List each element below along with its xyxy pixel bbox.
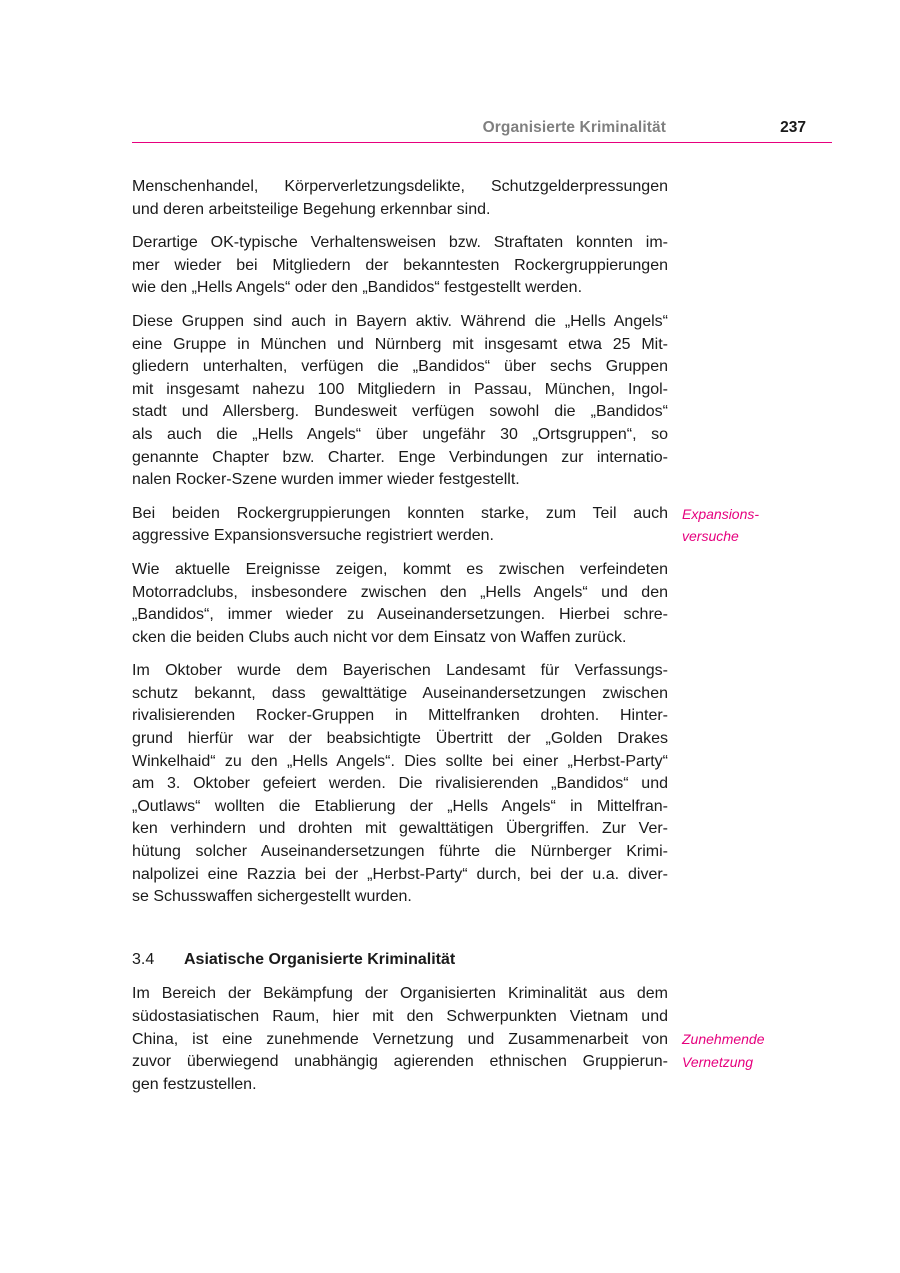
text-line: und deren arbeitsteilige Begehung erkennbar sind. (132, 200, 491, 218)
page-number: 237 (780, 119, 806, 136)
section-number: 3.4 (132, 950, 155, 968)
text-line: China, ist eine zunehmende Vernetzung und Zusammenarbeit von (132, 1030, 668, 1048)
header-title: Organisierte Kriminalität (482, 119, 666, 136)
text-line: als auch die „Hells Angels“ über ungefähr 30 „Ortsgruppen“, so (132, 425, 668, 443)
text-line: genannte Chapter bzw. Charter. Enge Verbindungen zur internatio- (132, 448, 668, 466)
text-line: Diese Gruppen sind auch in Bayern aktiv. Während die „Hells Angels“ (132, 312, 668, 330)
text-line: nalen Rocker-Szene wurden immer wieder festgestellt. (132, 471, 520, 489)
text-line: aggressive Expansionsversuche registriert werden. (132, 527, 494, 545)
text-line: schutz bekannt, dass gewalttätige Auseinandersetzungen zwischen (132, 684, 668, 702)
margin-note-line: versuche (682, 528, 739, 545)
text-line: „Bandidos“, immer wieder zu Auseinandersetzungen. Hierbei schre- (132, 606, 668, 624)
text-line: se Schusswaffen sichergestellt wurden. (132, 888, 412, 906)
text-line: Motorradclubs, insbesondere zwischen den „Hells Angels“ und den (132, 583, 668, 601)
text-line: Menschenhandel, Körperverletzungsdelikte, Schutzgelderpressungen (132, 178, 668, 195)
text-line: mit insgesamt nahezu 100 Mitgliedern in Passau, München, Ingol- (132, 380, 668, 398)
margin-note-vernetzung (682, 1028, 812, 1073)
margin-note-expansion (682, 503, 812, 548)
text-line: Im Oktober wurde dem Bayerischen Landesamt für Verfassungs- (132, 662, 668, 680)
text-line: grund hierfür war der beabsichtigte Übertritt der „Golden Drakes (132, 730, 668, 748)
paragraph-1 (132, 176, 668, 221)
margin-note-line: Expansions- (682, 505, 760, 522)
text-line: Im Bereich der Bekämpfung der Organisierten Kriminalität aus dem (132, 985, 668, 1003)
margin-note-line: Zunehmende (682, 1031, 765, 1048)
text-line: Bei beiden Rockergruppierungen konnten starke, zum Teil auch (132, 504, 668, 522)
paragraph-4 (132, 503, 760, 548)
section-title: Asiatische Organisierte Kriminalität (184, 950, 456, 968)
paragraph-6 (132, 660, 668, 909)
margin-note-line: Vernetzung (682, 1054, 754, 1070)
paragraph-section (132, 983, 765, 1096)
text-line: eine Gruppe in München und Nürnberg mit insgesamt etwa 25 Mit- (132, 335, 668, 353)
text-line: Wie aktuelle Ereignisse zeigen, kommt es zwischen verfeindeten (132, 560, 668, 578)
text-line: stadt und Allersberg. Bundesweit verfügen sowohl die „Bandidos“ (132, 403, 668, 421)
main-content (132, 176, 765, 1107)
text-line: Winkelhaid“ zu den „Hells Angels“. Dies sollte bei einer „Herbst-Party“ (132, 752, 668, 770)
paragraph-2 (132, 232, 668, 300)
text-line: gliedern unterhalten, verfügen die „Bandidos“ über sechs Gruppen (132, 358, 668, 376)
paragraph-3 (132, 311, 668, 492)
text-line: südostasiatischen Raum, hier mit den Schwerpunkten Vietnam und (132, 1008, 668, 1025)
text-line: „Outlaws“ wollten die Etablierung der „Hells Angels“ in Mittelfran- (132, 797, 668, 815)
text-line: cken die beiden Clubs auch nicht vor dem Einsatz von Waffen zurück. (132, 628, 627, 646)
text-line: Derartige OK-typische Verhaltensweisen bzw. Straftaten konnten im- (132, 234, 668, 252)
paragraph-5 (132, 559, 668, 649)
text-line: hütung solcher Auseinandersetzungen führte die Nürnberger Krimi- (132, 843, 668, 861)
text-line: zuvor überwiegend unabhängig agierenden ethnischen Gruppierun- (132, 1053, 668, 1071)
text-line: nalpolizei eine Razzia bei der „Herbst-Party“ durch, bei der u.a. diver- (132, 865, 668, 883)
text-line: gen festzustellen. (132, 1075, 257, 1093)
section-heading (132, 949, 668, 972)
running-header (132, 116, 832, 143)
text-line: rivalisierenden Rocker-Gruppen in Mittelfranken drohten. Hinter- (132, 707, 668, 725)
text-line: mer wieder bei Mitgliedern der bekanntesten Rockergruppierungen (132, 256, 668, 274)
text-line: wie den „Hells Angels“ oder den „Bandidos“ festgestellt werden. (132, 279, 583, 297)
text-line: ken verhindern und drohten mit gewalttätigen Übergriffen. Zur Ver- (132, 820, 668, 838)
text-line: am 3. Oktober gefeiert werden. Die rivalisierenden „Bandidos“ und (132, 775, 668, 793)
